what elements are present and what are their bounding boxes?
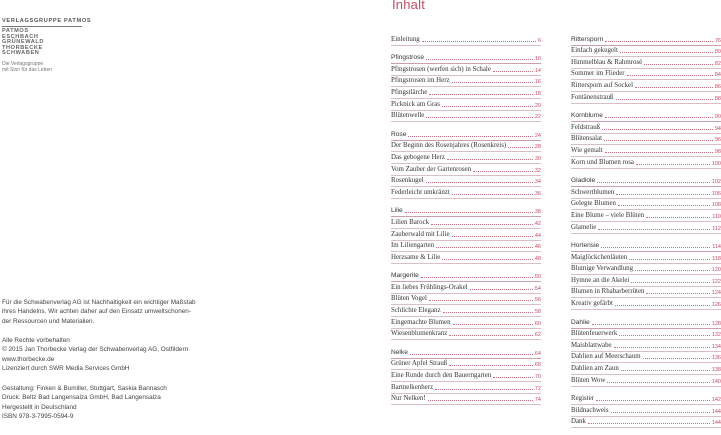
toc-entry[interactable] [391,241,541,253]
toc-entry[interactable] [571,92,721,104]
leader-dots [627,75,713,76]
entry-title: Ein liebes Frühlings-Orakel [391,283,468,291]
leader-dots [631,282,709,283]
page-number: 54 [534,285,541,292]
toc-entry[interactable] [571,298,721,310]
chapter-title: Pfingstrose [391,54,424,62]
toc-section [571,176,721,234]
leader-dots [452,194,533,195]
toc-entry[interactable] [571,80,721,92]
entry-title: Das gebogene Herz [391,153,445,161]
entry-title: Nur Nelken! [391,395,426,403]
page-number: 118 [712,255,721,262]
leader-dots [643,358,710,359]
page-number: 44 [534,232,541,239]
imprint-page [0,0,360,419]
entry-title: Korn und Blumen rosa [571,158,634,166]
entry-title: Federleicht umkränzt [391,188,450,196]
chapter-title: Gladiole [571,177,596,185]
toc-entry[interactable] [391,111,541,123]
entry-title: Lilien Barock [391,218,430,226]
entry-title: Herzsame & Lilie [391,253,441,261]
leader-dots [447,159,533,160]
text-line: © 2015 Jan Thorbecke Verlag der Schwabenverlag AG, Ostfildern [2,346,189,354]
page-number: 18 [534,90,541,97]
page-number: 22 [534,114,541,121]
isbn: ISBN 978-3-7995-0594-9 [2,413,74,421]
leader-dots [431,224,533,225]
publisher-imprints [2,29,91,57]
toc-entry[interactable] [391,64,541,76]
toc-entry[interactable] [571,417,721,429]
toc-entry[interactable] [391,217,541,229]
chapter-title: Lilie [391,207,403,215]
toc-chapter-heading[interactable] [391,206,541,218]
chapter-title: Hortensie [571,242,600,250]
chapter-title: Margerite [391,272,419,280]
entry-title: Bildnachweis [571,406,609,414]
leader-dots [616,99,713,100]
text-line: ihres Handelns. Wir achten daher auf den Einsatz umweltschonen- [2,308,191,316]
toc-chapter-heading[interactable] [391,53,541,65]
entry-title: Gelegte Blumen [571,200,616,208]
toc-column-right [571,34,721,435]
toc-chapter-heading[interactable] [571,111,721,123]
leader-dots [605,117,713,118]
entry-title: Himmelblau & Rahmrosé [571,58,643,66]
toc-entry[interactable] [571,157,721,169]
entry-title: Fontänenstrauß [571,93,614,101]
toc-section [391,347,541,405]
page-number: 94 [714,125,721,132]
toc-entry[interactable] [571,134,721,146]
publisher-group-name: VERLAGSGRUPPE PATMOS [2,18,92,24]
page-number: 58 [534,309,541,316]
toc-entry[interactable] [571,405,721,417]
entry-title: Pfingstlärche [391,88,428,96]
page-number: 136 [711,355,721,362]
page-number: 48 [534,255,541,262]
page-number: 76 [714,37,721,44]
logo-rule [2,26,82,27]
entry-title: Blütenfeuerwerk [571,330,618,338]
entry-title: Blüten Vogel [391,295,427,303]
text-line: Druck: Beltz Bad Langensalza GmbH, Bad Langensalza [2,394,161,402]
production-credits [2,384,167,422]
page-number: 50 [534,274,541,281]
leader-dots [429,94,533,95]
toc-section [571,394,721,429]
entry-title: Bartnelkenherz [391,383,434,391]
entry-title: Kreativ gefärbt [571,300,613,308]
leader-dots [588,423,710,424]
leader-dots [508,147,533,148]
text-line: Gestaltung: Finken & Bumiller, Stuttgart, Saskia Bannasch [2,385,167,392]
entry-title: Feldstrauß [571,123,601,131]
toc-chapter-heading[interactable] [391,347,541,359]
toc-entry[interactable] [571,352,721,364]
entry-title: Eingemachte Blumen [391,318,451,326]
leader-dots [449,365,533,366]
entry-title: Schlichte Eleganz [391,307,441,315]
toc-section [391,206,541,264]
toc-entry[interactable] [571,199,721,211]
leader-dots [644,64,713,65]
page-number: 126 [711,302,721,309]
entry-title: Picknick am Gras [391,100,440,108]
leader-dots [493,377,533,378]
page-number: 102 [711,179,721,186]
toc-entry[interactable] [391,87,541,99]
leader-dots [611,412,710,413]
leader-dots [473,171,533,172]
page-number: 62 [534,332,541,339]
publisher-tagline [2,61,91,74]
leader-dots [442,106,533,107]
toc-chapter-heading[interactable] [571,317,721,329]
toc-entry[interactable] [571,252,721,264]
leader-dots [421,277,533,278]
entry-title: Glamelie [571,223,597,231]
page-number: 108 [711,202,721,209]
page-number: 24 [534,132,541,139]
chapter-title: Dahlie [571,318,590,326]
page-number: 68 [534,362,541,369]
leader-dots [405,212,533,213]
leader-dots [615,305,710,306]
entry-title: Register [571,395,594,403]
entry-title: Schwertblumen [571,188,615,196]
toc-entry[interactable] [571,275,721,287]
page-number: 96 [714,137,721,144]
page-number: 122 [711,278,721,285]
entry-title: Einleitung [391,35,420,43]
page-number: 64 [534,350,541,357]
page-number: 82 [714,60,721,67]
leader-dots [426,182,533,183]
page-number: 86 [714,83,721,90]
leader-dots [452,82,533,83]
toc-entry[interactable] [391,282,541,294]
entry-title: Vom Zauber der Gartenrosen [391,165,472,173]
leader-dots [602,129,713,130]
entry-title: Blütensalat [571,135,603,143]
page-number: 16 [534,79,541,86]
chapter-title: Rose [391,130,407,138]
leader-dots [618,205,710,206]
text-line: Für die Schwabenverlag AG ist Nachhaltigkeit ein wichtiger Maßstab [2,299,196,306]
toc-entry[interactable] [571,363,721,375]
page-number: 30 [534,155,541,162]
toc-entry[interactable] [391,187,541,199]
entry-title: Eine Runde durch den Bauerngarten [391,372,492,380]
tagline-line: Die Verlagsgruppe [2,60,44,67]
page-number: 32 [534,167,541,174]
chapter-title: Rittersporn [571,35,604,43]
leader-dots [619,335,710,336]
leader-dots [620,52,713,53]
page-number: 110 [712,213,721,220]
page-number: 144 [711,408,721,415]
sustainability-note [2,298,196,326]
page-number: 46 [534,244,541,251]
leader-dots [601,247,710,248]
leader-dots [442,259,533,260]
toc-section [571,241,721,311]
text-line: Lizenziert durch SWR Media Services GmbH [2,365,130,373]
toc-entry[interactable] [571,375,721,387]
leader-dots [607,382,709,383]
entry-title: Blumen in Rhabarberrüten [571,288,645,296]
leader-dots [616,194,710,195]
entry-title: Hymne an die Akelei [571,276,630,284]
page-number: 72 [534,385,541,392]
page-number: 6 [537,37,541,44]
publisher-logo [2,17,91,74]
leader-dots [470,289,533,290]
entry-title: Blüten Wow [571,376,606,384]
leader-dots [410,354,533,355]
toc-entry[interactable] [391,34,541,46]
entry-title: Der Beginn des Rosenjahres (Rosenkreis) [391,142,507,150]
toc-entry[interactable] [391,394,541,406]
entry-title: Dank [571,418,586,426]
toc-entry[interactable] [391,252,541,264]
toc-entry[interactable] [391,176,541,188]
leader-dots [426,117,533,118]
entry-title: Rittersporn auf Sockel [571,81,634,89]
leader-dots [629,259,710,260]
leader-dots [598,229,710,230]
page-number: 28 [534,144,541,151]
toc-entry[interactable] [571,210,721,222]
page-number: 114 [712,244,721,251]
rights-notice [2,336,188,374]
leader-dots [428,400,533,401]
imprint-name: SCHWABEN [2,50,40,57]
entry-title: Eine Blume – viele Blüten [571,211,645,219]
entry-title: Blütenwelle [391,112,425,120]
page-number: 106 [711,190,721,197]
leader-dots [596,400,710,401]
page-number: 90 [714,114,721,121]
page-number: 36 [534,190,541,197]
page-number: 70 [534,374,541,381]
toc-entry[interactable] [571,46,721,58]
leader-dots [592,324,710,325]
page-number: 88 [714,95,721,102]
website-link[interactable]: www.thorbecke.de [2,355,55,363]
toc-entry[interactable] [571,57,721,69]
page-number: 74 [534,397,541,404]
toc-entry[interactable] [571,340,721,352]
entry-title: Rosenkugel [391,177,424,185]
toc-entry[interactable] [571,69,721,81]
toc-section [571,111,721,169]
page-number: 132 [711,332,721,339]
page-number: 128 [711,320,721,327]
page-number: 38 [534,209,541,216]
page-number: 100 [711,160,721,167]
entry-title: Wiesenblumenkranz [391,330,448,338]
toc-entry[interactable] [571,145,721,157]
toc-entry[interactable] [571,394,721,406]
page-number: 144 [711,420,721,427]
leader-dots [636,164,710,165]
toc-entry[interactable] [571,187,721,199]
text-line: der Ressourcen und Materialien. [2,317,95,325]
leader-dots [452,236,533,237]
page-number: 134 [711,343,721,350]
text-line: Hergestellt in Deutschland [2,403,77,411]
leader-dots [453,324,533,325]
entry-title: Sommer im Flieder [571,70,625,78]
leader-dots [449,335,533,336]
leader-dots [597,182,710,183]
toc-section [391,34,541,46]
entry-title: Zauberwald mit Lilie [391,230,450,238]
page-number: 42 [534,220,541,227]
leader-dots [646,293,709,294]
toc-entry[interactable] [391,294,541,306]
toc-chapter-heading[interactable] [571,34,721,46]
page-number: 98 [714,148,721,155]
entry-title: Maisblattwabe [571,341,612,349]
toc-column-left [391,34,541,412]
toc-section [391,271,541,341]
toc-entry[interactable] [391,370,541,382]
leader-dots [614,347,710,348]
imprint-name: GRÜNEWALD [2,39,45,46]
entry-title: Blumige Verwandlung [571,265,634,273]
entry-title: Pfingstrosen (werfen sich) in Schale [391,65,491,73]
entry-title: Dahlien auf Meerschaum [571,353,641,361]
page-number: 124 [711,290,721,297]
toc-section [391,129,541,199]
leader-dots [635,270,710,271]
toc-entry[interactable] [571,264,721,276]
toc-entry[interactable] [391,329,541,341]
page-number: 120 [711,267,721,274]
leader-dots [408,136,532,137]
leader-dots [422,41,536,42]
imprint-name: ESCHBACH [2,33,39,40]
toc-entry[interactable] [391,164,541,176]
toc-section [571,34,721,104]
leader-dots [443,312,533,313]
toc-entry[interactable] [391,317,541,329]
toc-entry[interactable] [391,359,541,371]
toc-entry[interactable] [571,222,721,234]
page-number: 84 [714,72,721,79]
leader-dots [604,140,713,141]
toc-entry[interactable] [391,141,541,153]
entry-title: Wie gemalt [571,146,603,154]
toc-chapter-heading[interactable] [391,129,541,141]
leader-dots [429,300,533,301]
text-line: Alle Rechte vorbehalten [2,337,70,344]
toc-chapter-heading[interactable] [571,176,721,188]
page-number: 10 [534,56,541,63]
toc-chapter-heading[interactable] [571,241,721,253]
leader-dots [435,389,533,390]
leader-dots [621,370,710,371]
toc-entry[interactable] [391,229,541,241]
entry-title: Im Liliengarten [391,242,435,250]
page-number: 60 [534,320,541,327]
contents-page [360,0,721,427]
leader-dots [493,71,533,72]
leader-dots [646,217,710,218]
page-number: 34 [534,179,541,186]
tagline-line: mit Sinn für das Leben [2,67,53,74]
toc-entry[interactable] [391,382,541,394]
leader-dots [605,41,713,42]
page-number: 56 [534,297,541,304]
entry-title: Pfingstrosen im Herz [391,77,450,85]
page-number: 20 [534,102,541,109]
page-number: 14 [534,67,541,74]
entry-title: Dahlien am Zaun [571,365,619,373]
chapter-title: Kornblume [571,112,603,120]
entry-title: Grüner Apfel Strauß [391,360,448,368]
toc-entry[interactable] [571,287,721,299]
page-number: 140 [711,378,721,385]
leader-dots [605,152,713,153]
entry-title: Einfach gekugelt [571,47,618,55]
toc-entry[interactable] [571,122,721,134]
toc-entry[interactable] [391,152,541,164]
leader-dots [635,87,713,88]
imprint-name: PATMOS [2,28,29,34]
page-number: 112 [712,225,721,232]
toc-chapter-heading[interactable] [391,271,541,283]
toc-section [571,317,721,387]
leader-dots [436,247,533,248]
toc-entry[interactable] [391,76,541,88]
page-number: 138 [711,367,721,374]
toc-section [391,53,541,123]
page-number: 80 [714,49,721,56]
entry-title: Maiglöckchenläuten [571,253,628,261]
toc-entry[interactable] [571,329,721,341]
toc-entry[interactable] [391,305,541,317]
leader-dots [426,59,533,60]
imprint-name: THORBECKE [2,44,43,51]
chapter-title: Nelke [391,348,408,356]
page-title: Inhalt [392,0,426,12]
page-number: 142 [711,397,721,404]
toc-entry[interactable] [391,99,541,111]
